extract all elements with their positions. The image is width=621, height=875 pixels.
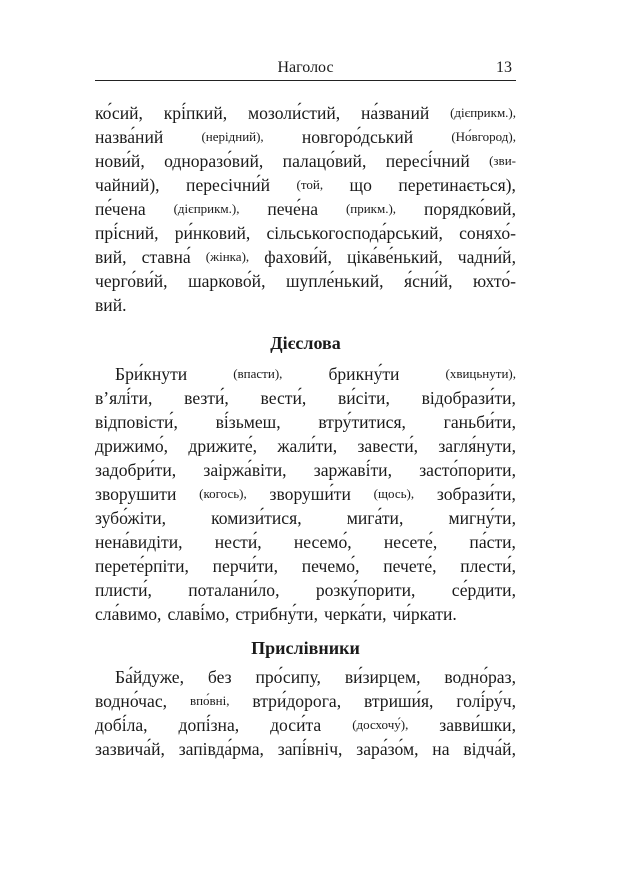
word: сла́вимо, <box>95 604 162 624</box>
word: розку́порити, <box>315 580 416 600</box>
word: вий. <box>95 295 127 315</box>
word: завви́шки, <box>439 715 516 735</box>
word: (дієприкм.), <box>173 201 240 216</box>
word: втри́дорога, <box>252 691 342 711</box>
word: задобри́ти, <box>95 460 177 480</box>
word: черка́ти, <box>323 604 387 624</box>
word: пе́чена <box>95 199 146 219</box>
text-line <box>95 269 516 293</box>
text-line <box>95 101 516 125</box>
word: (зви- <box>489 153 516 168</box>
word: порядко́вий, <box>423 199 516 219</box>
word: відобрази́ти, <box>421 388 516 408</box>
word: загля́нути, <box>438 436 516 456</box>
word: Бри́кнути <box>115 364 188 384</box>
text-line <box>95 578 516 602</box>
word: пересічни́й <box>186 175 271 195</box>
word: (когось), <box>199 486 247 501</box>
word: зубо́жіти, <box>95 508 167 528</box>
header-title: Наголос <box>277 59 334 76</box>
text-line <box>95 125 516 149</box>
word: мига́ти, <box>346 508 404 528</box>
word: що <box>349 175 372 195</box>
section-heading-verbs: Дієслова <box>270 333 341 353</box>
word: шупле́нький, <box>285 271 384 291</box>
word: чи́ркати. <box>392 604 457 624</box>
word: несемо́, <box>293 532 352 552</box>
word: (той, <box>296 177 324 192</box>
adverbs-paragraph <box>95 665 516 761</box>
text-line <box>95 149 516 173</box>
word: зворушити <box>95 484 177 504</box>
word: новгоро́дський <box>301 127 414 147</box>
text-line <box>95 737 516 761</box>
text-line <box>95 197 516 221</box>
word: (щось), <box>373 486 415 501</box>
word: допі́зна, <box>178 715 240 735</box>
word: (прикм.), <box>345 201 397 216</box>
word: я́сни́й, <box>404 271 453 291</box>
word: зворуши́ти <box>269 484 351 504</box>
word: вести́, <box>260 388 307 408</box>
word: на <box>432 739 450 759</box>
word: чайний), <box>95 175 160 195</box>
word: перете́рпіти, <box>95 556 189 576</box>
word: мигну́ти, <box>448 508 516 528</box>
verbs-paragraph <box>95 362 516 626</box>
word: нена́видіти, <box>95 532 183 552</box>
text-line <box>95 506 516 530</box>
text-line <box>95 410 516 434</box>
word: па́сти, <box>469 532 516 552</box>
word: печете́, <box>383 556 437 576</box>
word: (дієприкм.), <box>450 105 516 120</box>
word: славі́мо, <box>167 604 230 624</box>
word: відча́й, <box>463 739 516 759</box>
word: (досхочу́), <box>352 717 409 732</box>
word: впо́вні, <box>189 693 230 708</box>
word: вий, <box>95 247 127 267</box>
word: дрижимо́, <box>95 436 169 456</box>
page-number: 13 <box>496 59 512 76</box>
word: відповісти́, <box>95 412 178 432</box>
word: заржаві́ти, <box>313 460 392 480</box>
text-line <box>95 386 516 410</box>
text-line <box>95 713 516 737</box>
word: запі́вніч, <box>277 739 343 759</box>
word: соняхо́- <box>459 223 516 243</box>
word: поталани́ло, <box>188 580 280 600</box>
word: одноразо́вий, <box>164 151 264 171</box>
word: назва́ний <box>95 127 164 147</box>
text-line <box>95 689 516 713</box>
word: (жінка), <box>205 249 250 264</box>
word: ціка́ве́нький, <box>347 247 443 267</box>
word: стрибну́ти, <box>235 604 318 624</box>
word: запівда́рма, <box>178 739 264 759</box>
word: без <box>207 667 232 687</box>
text-line <box>95 434 516 458</box>
running-header <box>95 56 516 81</box>
word: крі́пкий, <box>163 103 228 123</box>
word: пече́на <box>267 199 319 219</box>
word: дрижите́, <box>188 436 258 456</box>
text-line <box>95 482 516 506</box>
text-line <box>95 530 516 554</box>
intro-paragraph <box>95 101 516 317</box>
word: завести́, <box>357 436 419 456</box>
word: в’ялі́ти, <box>95 388 153 408</box>
word: зобрази́ти, <box>436 484 516 504</box>
section-heading-adverbs: Прислівники <box>251 638 360 658</box>
word: комизи́тися, <box>211 508 302 528</box>
word: заіржа́віти, <box>203 460 287 480</box>
word: перчи́ти, <box>212 556 278 576</box>
word: чадни́й, <box>457 247 516 267</box>
word: несете́, <box>383 532 438 552</box>
word: (впасти), <box>233 366 283 381</box>
word: ко́сий, <box>95 103 143 123</box>
word: жали́ти, <box>277 436 338 456</box>
word: пересі́чний <box>385 151 470 171</box>
word: ри́нковий, <box>174 223 251 243</box>
text-line <box>95 458 516 482</box>
word: на́званий <box>360 103 430 123</box>
word: шарково́й, <box>188 271 266 291</box>
text-line <box>95 602 516 626</box>
word: Ба́йдуже, <box>115 667 184 687</box>
word: печемо́, <box>301 556 360 576</box>
word: засто́порити, <box>419 460 516 480</box>
word: нови́й, <box>95 151 145 171</box>
word: водно́час, <box>95 691 168 711</box>
word: ві́зьмеш, <box>215 412 281 432</box>
word: везти́, <box>184 388 229 408</box>
text-line <box>95 221 516 245</box>
word: перетинається), <box>398 175 516 195</box>
word: ставна́ <box>141 247 191 267</box>
word: голі́ру́ч, <box>456 691 516 711</box>
word: се́рдити, <box>451 580 516 600</box>
word: (хвицьнути), <box>445 366 516 381</box>
word: брикну́ти <box>328 364 400 384</box>
word: сільськогоспода́рський, <box>266 223 443 243</box>
text-line <box>95 173 516 197</box>
word: добі́ла, <box>95 715 148 735</box>
word: втриши́я, <box>364 691 434 711</box>
word: втру́титися, <box>318 412 406 432</box>
text-line <box>95 245 516 269</box>
text-line <box>95 293 516 317</box>
word: прі́сний, <box>95 223 159 243</box>
word: фахови́й, <box>264 247 332 267</box>
word: плисти́, <box>95 580 152 600</box>
word: (Но́вгород), <box>451 129 516 144</box>
word: (нерідний), <box>201 129 264 144</box>
word: плести́, <box>460 556 516 576</box>
word: зазвича́й, <box>95 739 165 759</box>
word: юхто́- <box>473 271 516 291</box>
text-line <box>95 554 516 578</box>
text-line <box>95 362 516 386</box>
word: палацо́вий, <box>282 151 367 171</box>
word: черго́ви́й, <box>95 271 168 291</box>
word: про́сипу, <box>255 667 321 687</box>
word: мозоли́стий, <box>247 103 341 123</box>
word: ганьби́ти, <box>443 412 516 432</box>
word: водно́раз, <box>444 667 516 687</box>
word: зара́зо́м, <box>356 739 419 759</box>
word: нести́, <box>214 532 262 552</box>
word: ви́сіти, <box>337 388 390 408</box>
text-line <box>95 665 516 689</box>
word: ви́зирцем, <box>344 667 421 687</box>
word: доси́та <box>270 715 322 735</box>
